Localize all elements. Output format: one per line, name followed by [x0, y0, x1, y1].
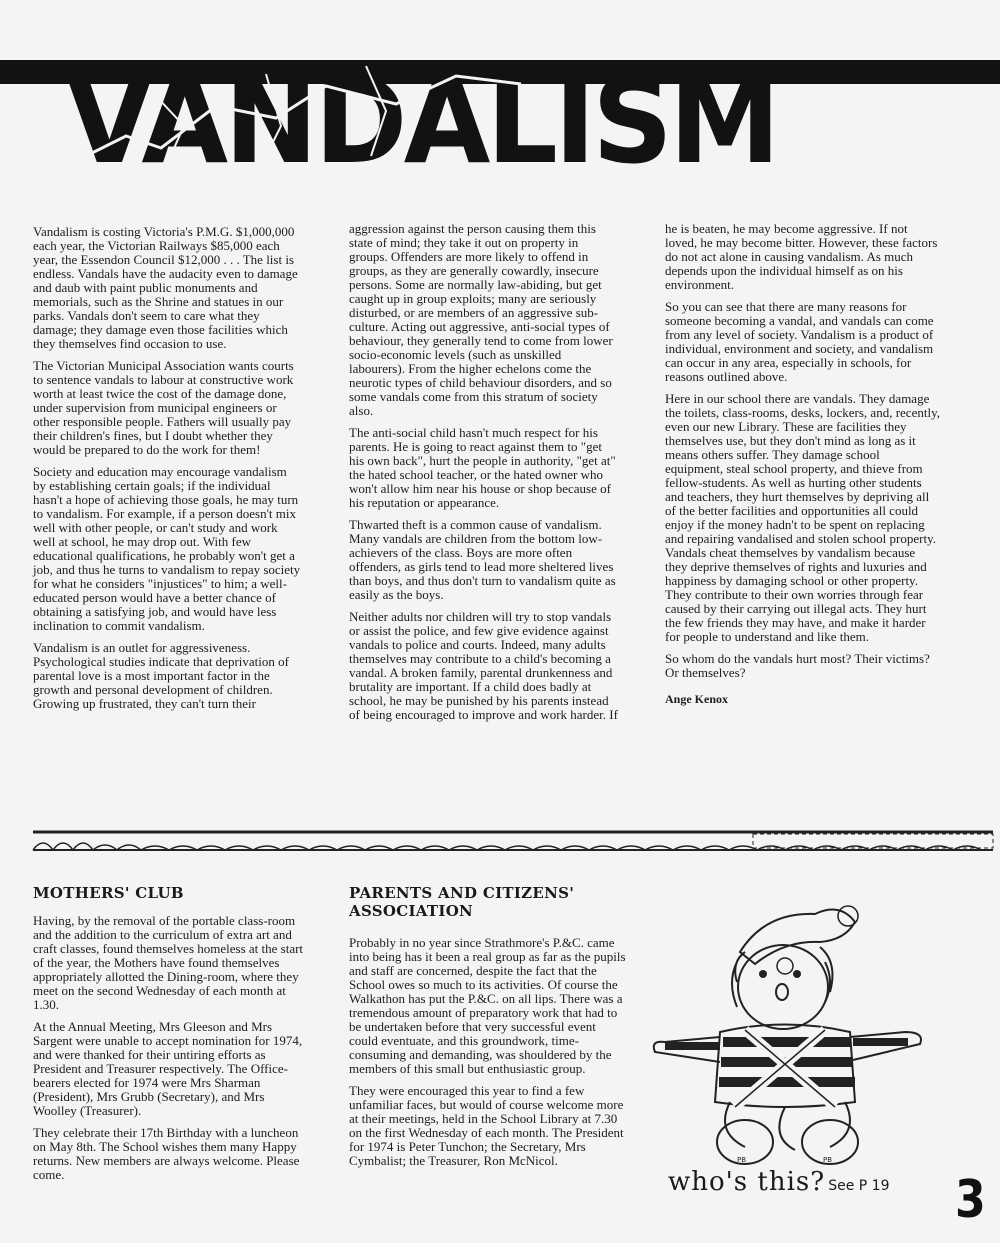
- article-paragraph: Thwarted theft is a common cause of vandalism. Many vandals are children from the bottom low-achievers of the class. Boys are more often offenders, as girls tend to lead more sheltered lives than boys, and thus don't turn to vandalism quite as easily as the boys.: [349, 517, 616, 602]
- parents-citizens-paragraph: They were encouraged this year to find a few unfamiliar faces, but would of course welcome more at their meetings, held in the School Library at 7.30 on the first Wednesday of each month. The President for 1974 is Peter Tunchon; the Secretary, Mrs Cymbalist; the Treasurer, Ron McNicol.: [349, 1083, 624, 1168]
- caption-ref: See P 19: [828, 1178, 890, 1194]
- foot-label-right: PB: [823, 1156, 833, 1164]
- mothers-club-paragraph: At the Annual Meeting, Mrs Gleeson and Mrs Sargent were unable to accept nomination for 1974, and were thanked for their untiring efforts as President and Treasurer respectively. The Office-bearers elected for 1974 were Mrs Sharman (President), Mrs Grubb (Secretary), and Mrs Woolley (Treasurer).: [33, 1019, 303, 1118]
- mothers-club-paragraph: Having, by the removal of the portable class-room and the addition to the curriculum of extra art and craft classes, found themselves homeless at the start of the year, the Mothers have found themselves appropriately allotted the Dining-room, where they meet on the second Wednesday of each month at 1.30.: [33, 913, 304, 1012]
- parents-citizens-heading: PARENTS AND CITIZENS' ASSOCIATION: [349, 884, 575, 920]
- article-column-1: [33, 225, 303, 719]
- article-paragraph: Vandalism is an outlet for aggressiveness. Psychological studies indicate that deprivation of parental love is a most important factor in the growth and personal development of children. Growing up frustrated, they can't turn their: [33, 640, 289, 711]
- caption-text: who's this?: [668, 1167, 826, 1197]
- article-paragraph: The anti-social child hasn't much respect for his parents. He is going to react against them to "get his own back", hurt the people in authority, "get at" the hated school teacher, or the hated owner who won't allow him near his house or shop because of his reputation or appearance.: [349, 425, 616, 510]
- mothers-club-body: [33, 914, 308, 1190]
- page-number: 3: [955, 1170, 986, 1230]
- decorative-divider: [33, 826, 993, 858]
- article-paragraph: Neither adults nor children will try to stop vandals or assist the police, and few give evidence against vandals to police and courts. Indeed, many adults themselves may contribute to a child's becoming a vandal. A broken family, parental drunkenness and brutality are important. If a child does badly at school, he may be punished by his parents instead of being encouraged to improve and work harder. If: [349, 609, 618, 722]
- article-paragraph: So you can see that there are many reasons for someone becoming a vandal, and vandals can come from any level of society. Vandalism is a product of individual, environment and society, and vandalism can occur in any area, especially in schools, for reasons outlined above.: [665, 299, 934, 384]
- illustration-caption: [668, 1168, 918, 1198]
- page-title: VANDALISM: [66, 52, 777, 190]
- mothers-club-heading: MOTHERS' CLUB: [33, 884, 184, 902]
- doll-illustration: [645, 892, 935, 1174]
- article-paragraph: So whom do the vandals hurt most? Their victims? Or themselves?: [665, 651, 930, 680]
- article-paragraph: Society and education may encourage vandalism by establishing certain goals; if the individual hasn't a hope of achieving those goals, he may turn to vandalism. For example, if a person doesn't mix well with other people, or can't study and work well at school, he may drop out. With few educational qualifications, he probably won't get a job, and thus he turns to vandalism to repay society for what he considers "injustices" to him; a well-educated person would have a better chance of obtaining a satisfying job, and would have less inclination to commit vandalism.: [33, 464, 301, 633]
- mothers-club-paragraph: They celebrate their 17th Birthday with a luncheon on May 8th. The School wishes them many Happy returns. New members are always welcome. Please come.: [33, 1125, 300, 1182]
- parents-citizens-body: [349, 936, 627, 1176]
- parents-citizens-paragraph: Probably in no year since Strathmore's P.&C. came into being has it been a real group as far as the pupils and staff are concerned, despite the fact that the School owes so much to its activities. Of course the Walkathon has put the P.&C. on all lips. There was a tremendous amount of preparatory work that had to be undertaken before that very successful event could eventuate, and this groundwork, time-consuming and demanding, was shouldered by the members of this small but enthusiastic group.: [349, 935, 626, 1076]
- article-paragraph: aggression against the person causing them this state of mind; they take it out on property in groups. Offenders are more likely to offend in groups, as they are generally cowardly, insecure persons. Some are normally law-abiding, but get caught up in group exploits; many are seriously disturbed, or are members of an aggressive sub-culture. Acting out aggressive, anti-social types of behaviour, they generally tend to come from lower socio-economic levels (such as unskilled labourers). From the higher echelons come the neurotic types of child behaviour disorders, and so some vandals come from this stratum of society also.: [349, 221, 613, 418]
- article-column-2: [349, 222, 619, 730]
- article-paragraph: Here in our school there are vandals. They damage the toilets, class-rooms, desks, lockers, and, recently, even our new Library. These are facilities they themselves use, but they don't mind as long as it means others suffer. They damage school equipment, steal school property, and thieve from fellow-students. As well as hurting other students and teachers, they hurt themselves by depriving all of the better facilities and opportunities all could enjoy if the money hadn't to be spent on replacing and repairing vandalised and stolen school property. Vandals cheat themselves by vandalism because they deprive themselves of rights and luxuries and happiness by damaging school or other property. They contribute to their own worries through fear caused by their carrying out illegal acts. They hurt the few friends they may have, and make it harder for people to understand and like them.: [665, 391, 940, 644]
- article-paragraph: he is beaten, he may become aggressive. If not loved, he may become bitter. However, these factors do not act alone in causing vandalism. As much depends upon the individual himself as on his environment.: [665, 221, 938, 292]
- article-column-3: [665, 222, 940, 706]
- article-paragraph: Vandalism is costing Victoria's P.M.G. $1,000,000 each year, the Victorian Railways $85,000 each year, the Essendon Council $12,000 . . . The list is endless. Vandals have the audacity even to damage and daub with paint public monuments and memorials, such as the Shrine and statues in our parks. Vandals don't seem to care what they damage; they damage even those facilities which they themselves find occasion to use.: [33, 224, 298, 351]
- foot-label-left: PB: [737, 1156, 747, 1164]
- article-paragraph: The Victorian Municipal Association wants courts to sentence vandals to labour at constructive work worth at least twice the cost of the damage done, under supervision from municipal engineers or other responsible people. Fathers will usually pay their children's fines, but I doubt whether they would be prepared to do the work for them!: [33, 358, 294, 457]
- article-author: Ange Kenox: [665, 692, 728, 706]
- crack-effect: [66, 52, 777, 190]
